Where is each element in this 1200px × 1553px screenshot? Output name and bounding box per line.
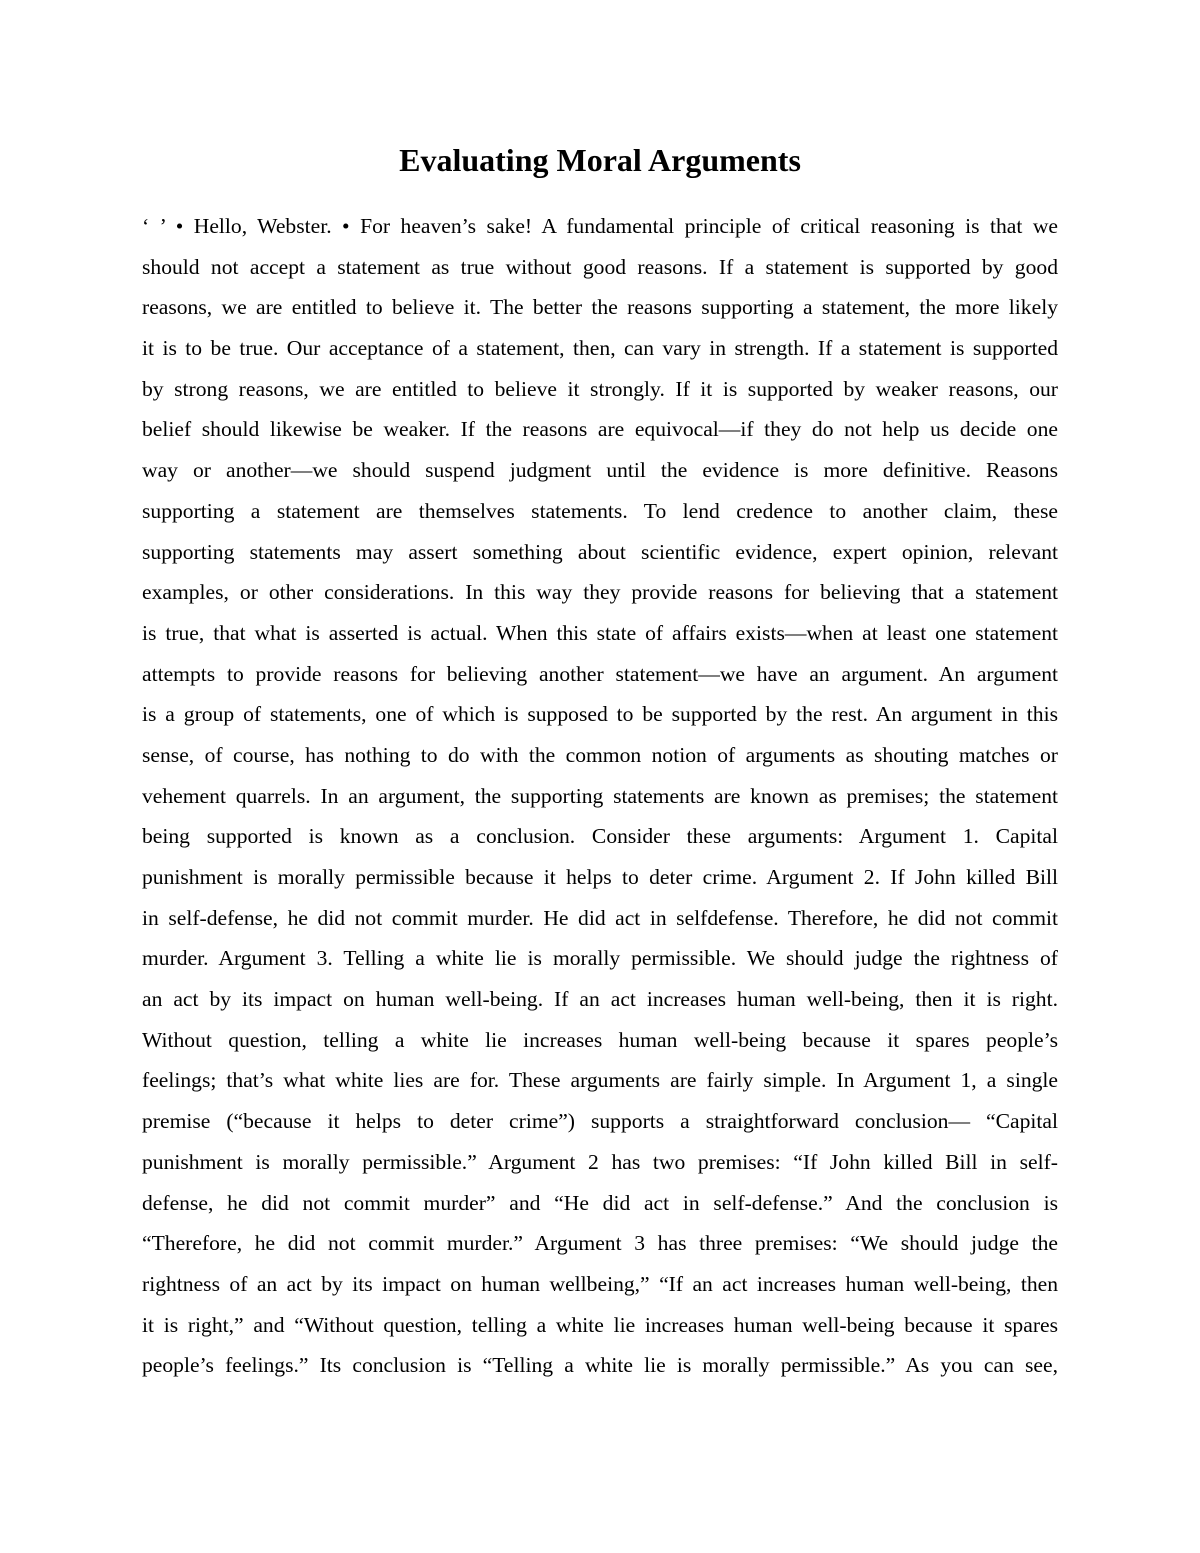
body-line: supporting statements may assert something about scientific evidence, expert opinion, relevant bbox=[142, 539, 1058, 564]
body-line: by strong reasons, we are entitled to believe it strongly. If it is supported by weaker reasons, our bbox=[142, 376, 1058, 401]
body-line: vehement quarrels. In an argument, the supporting statements are known as premises; the statement bbox=[142, 783, 1058, 808]
body-line: way or another—we should suspend judgment until the evidence is more definitive. Reasons bbox=[142, 458, 1058, 483]
document-title: Evaluating Moral Arguments bbox=[399, 142, 801, 178]
body-line: reasons, we are entitled to believe it. The better the reasons supporting a statement, the more likely bbox=[142, 295, 1058, 320]
body-line: belief should likewise be weaker. If the reasons are equivocal—if they do not help us decide one bbox=[142, 417, 1058, 442]
body-line: punishment is morally permissible.” Argument 2 has two premises: “If John killed Bill in self- bbox=[142, 1149, 1058, 1174]
body-line: supporting a statement are themselves statements. To lend credence to another claim, these bbox=[142, 498, 1058, 523]
body-line: punishment is morally permissible because it helps to deter crime. Argument 2. If John killed Bill bbox=[142, 865, 1058, 889]
body-line: ‘ ’ • Hello, Webster. • For heaven’s sake! A fundamental principle of critical reasoning is that we bbox=[142, 214, 1058, 238]
body-line: is a group of statements, one of which is supposed to be supported by the rest. An argument in this bbox=[142, 702, 1058, 727]
document-body bbox=[142, 206, 1058, 1386]
body-line: examples, or other considerations. In this way they provide reasons for believing that a statement bbox=[142, 580, 1058, 605]
body-line: defense, he did not commit murder” and “He did act in self-defense.” And the conclusion is bbox=[142, 1190, 1058, 1215]
body-line: rightness of an act by its impact on human wellbeing,” “If an act increases human well-being, then bbox=[142, 1271, 1058, 1296]
body-line: murder. Argument 3. Telling a white lie is morally permissible. We should judge the rightness of bbox=[142, 946, 1058, 971]
body-line: “Therefore, he did not commit murder.” Argument 3 has three premises: “We should judge the bbox=[142, 1231, 1058, 1256]
body-line: attempts to provide reasons for believing another statement—we have an argument. An argument bbox=[142, 661, 1058, 686]
body-line: Without question, telling a white lie increases human well-being because it spares people’s bbox=[142, 1027, 1058, 1052]
body-line: people’s feelings.” Its conclusion is “Telling a white lie is morally permissible.” As you can see, bbox=[142, 1353, 1058, 1378]
body-line: sense, of course, has nothing to do with the common notion of arguments as shouting matches or bbox=[142, 742, 1058, 767]
body-line: premise (“because it helps to deter crime”) supports a straightforward conclusion— “Capital bbox=[142, 1109, 1058, 1134]
body-line: it is to be true. Our acceptance of a statement, then, can vary in strength. If a statement is supported bbox=[142, 336, 1058, 361]
body-line: an act by its impact on human well-being. If an act increases human well-being, then it is right. bbox=[142, 987, 1058, 1012]
body-line: being supported is known as a conclusion. Consider these arguments: Argument 1. Capital bbox=[142, 824, 1058, 849]
body-line: in self-defense, he did not commit murder. He did act in selfdefense. Therefore, he did not commit bbox=[142, 905, 1058, 930]
body-line: feelings; that’s what white lies are for. These arguments are fairly simple. In Argument 1, a single bbox=[142, 1068, 1058, 1093]
body-line: is true, that what is asserted is actual. When this state of affairs exists—when at least one statement bbox=[142, 620, 1058, 645]
body-line: should not accept a statement as true without good reasons. If a statement is supported by good bbox=[142, 254, 1058, 279]
body-line: it is right,” and “Without question, telling a white lie increases human well-being because it spares bbox=[142, 1312, 1058, 1337]
